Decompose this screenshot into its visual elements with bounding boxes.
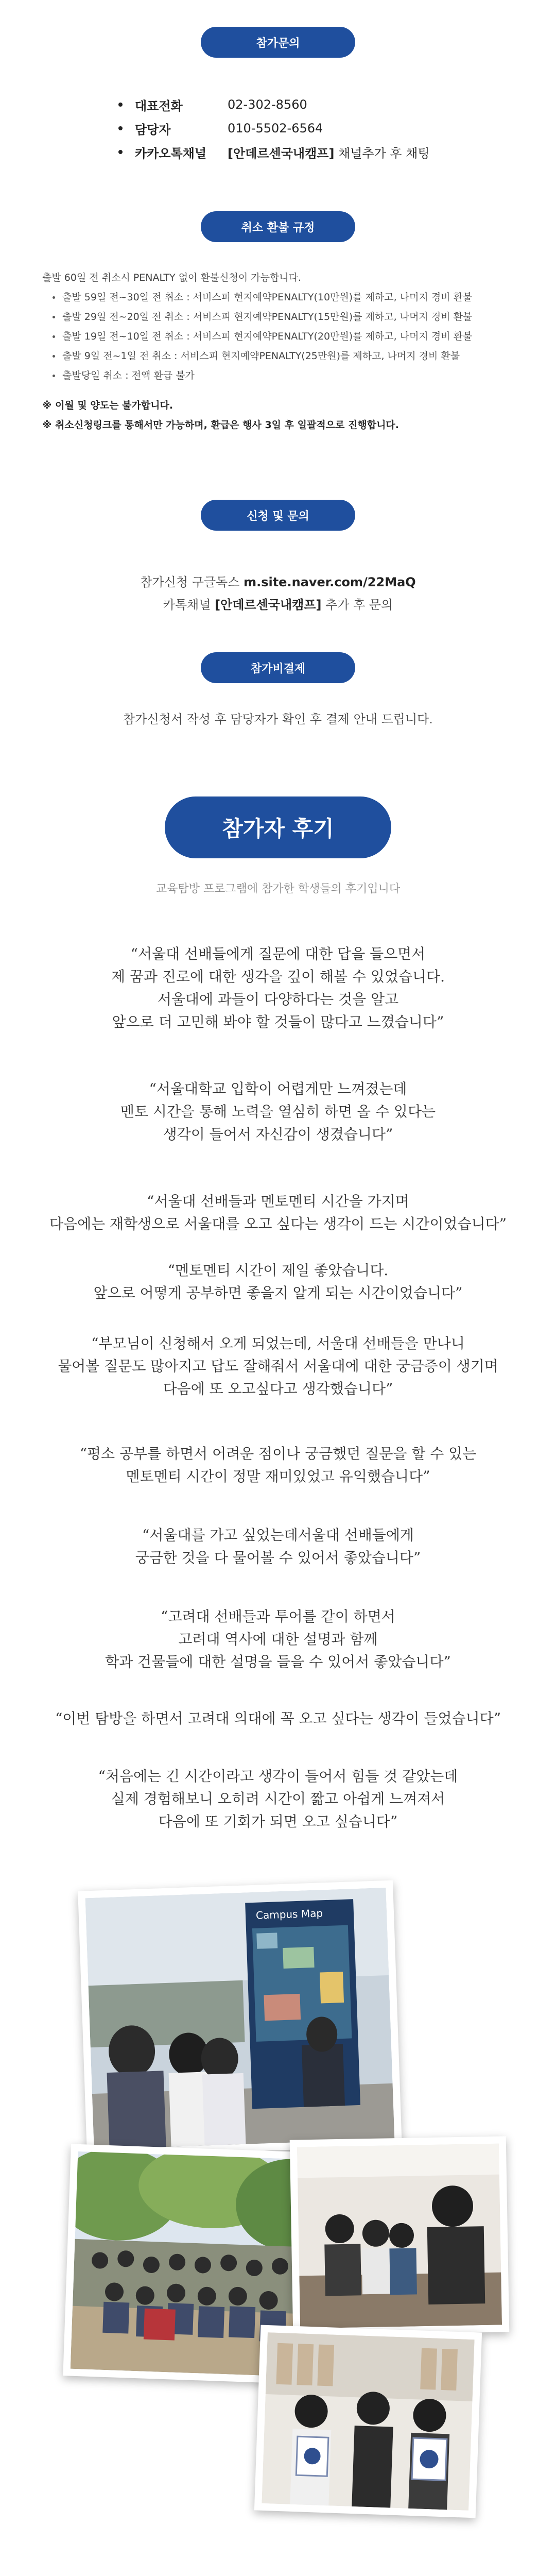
quote-line: “이번 탐방을 하면서 고려대 의대에 꼭 오고 싶다는 생각이 들었습니다” [55, 1710, 501, 1727]
payment-title: 참가비결제 [250, 662, 306, 675]
apply-kakao-instruction: 추가 후 문의 [321, 598, 393, 612]
kakao-channel-name: [안데르센국내캠프] [228, 146, 335, 161]
review-quote-2 [0, 1078, 556, 1146]
quote-line: “서울대를 가고 싶었는데서울대 선배들에게 [142, 1527, 414, 1544]
review-quote-5 [0, 1332, 556, 1400]
certificates-photo-image [262, 2332, 474, 2511]
refund-title: 취소 환불 규정 [241, 221, 315, 234]
quote-line: 다음에는 재학생으로 서울대를 오고 싶다는 생각이 드는 시간이었습니다” [49, 1215, 507, 1232]
review-quote-3 [0, 1190, 556, 1235]
review-quote-9 [0, 1707, 556, 1730]
contact-list [118, 93, 430, 164]
quote-line: 앞으로 더 고민해 봐야 할 것들이 많다고 느꼈습니다” [112, 1013, 444, 1030]
contact-title: 참가문의 [256, 37, 300, 50]
quote-line: “고려대 선배들과 투어를 같이 하면서 [161, 1608, 395, 1625]
contact-kakao-row [118, 140, 430, 164]
quote-line: “처음에는 긴 시간이라고 생각이 들어서 힘들 것 같았는데 [98, 1768, 458, 1785]
quote-line: 물어볼 질문도 많아지고 답도 잘해줘서 서울대에 대한 궁금증이 생기며 [58, 1358, 498, 1375]
review-subtitle: 교육탐방 프로그램에 참가한 학생들의 후기입니다 [155, 883, 401, 895]
refund-rule: 출발 9일 전~1일 전 취소 : 서비스피 현지예약PENALTY(25만원)를 제하고, 나머지 경비 환불 [42, 346, 516, 366]
contact-phone-row [118, 93, 430, 116]
review-quote-10 [0, 1765, 556, 1833]
apply-title: 신청 및 문의 [247, 510, 309, 523]
campus-map-photo-image [85, 1888, 395, 2149]
review-quote-6 [0, 1443, 556, 1488]
contact-manager-value[interactable]: 010-5502-6564 [228, 121, 323, 135]
refund-intro: 출발 60일 전 취소시 PENALTY 없이 환불신청이 가능합니다. [42, 272, 302, 283]
quote-line: “평소 공부를 하면서 어려운 점이나 궁금했던 질문을 할 수 있는 [79, 1445, 477, 1462]
bullet-icon [118, 150, 123, 154]
bullet-icon [118, 103, 123, 107]
refund-title-badge [201, 211, 355, 242]
photo-classroom [290, 2136, 510, 2335]
apply-google-docs-label: 참가신청 구글독스 [140, 575, 244, 589]
apply-title-badge [201, 500, 355, 531]
bullet-icon [118, 126, 123, 130]
quote-line: 학과 건물들에 대한 설명을 들을 수 있어서 좋았습니다” [105, 1653, 451, 1670]
classroom-photo-image [297, 2144, 502, 2329]
apply-google-docs-link[interactable]: m.site.naver.com/22MaQ [244, 575, 416, 589]
quote-line: 생각이 들어서 자신감이 생겼습니다” [163, 1126, 393, 1143]
refund-note: ※ 이월 및 양도는 불가합니다. [42, 400, 173, 411]
contact-kakao-label: 카카오톡채널 [135, 146, 207, 161]
refund-rule: 출발당일 취소 : 전액 환급 불가 [42, 366, 516, 385]
refund-policy [42, 268, 516, 435]
review-quote-1 [0, 943, 556, 1033]
apply-kakao-channel[interactable]: [안데르센국내캠프] [215, 598, 322, 612]
quote-line: “부모님이 신청해서 오게 되었는데, 서울대 선배들을 만나니 [91, 1335, 465, 1352]
quote-line: 다음에 또 기회가 되면 오고 싶습니다” [158, 1813, 398, 1830]
quote-line: 실제 경험해보니 오히려 시간이 짧고 아쉽게 느껴져서 [111, 1790, 445, 1807]
quote-line: “서울대 선배들에게 질문에 대한 답을 들으면서 [130, 945, 426, 962]
contact-manager-label: 담당자 [135, 122, 171, 137]
review-title: 참가자 후기 [222, 816, 334, 841]
quote-line: 서울대에 과들이 다양하다는 것을 알고 [157, 991, 399, 1008]
photo-certificates [254, 2325, 482, 2518]
review-quote-7 [0, 1524, 556, 1569]
payment-text: 참가신청서 작성 후 담당자가 확인 후 결제 안내 드립니다. [123, 712, 433, 726]
quote-line: “서울대 선배들과 멘토멘티 시간을 가지며 [147, 1193, 409, 1210]
quote-line: 고려대 역사에 대한 설명과 함께 [178, 1631, 378, 1648]
kakao-channel-instruction: 채널추가 후 채팅 [334, 146, 430, 161]
campus-map-sign-title: Campus Map [255, 1907, 323, 1922]
quote-line: 멘토멘티 시간이 정말 재미있었고 유익했습니다” [126, 1468, 430, 1485]
contact-title-badge [201, 27, 355, 58]
apply-kakao-line [0, 595, 556, 613]
photo-campus-map [78, 1880, 402, 2157]
contact-phone-label: 대표전화 [135, 98, 183, 113]
refund-rule: 출발 19일 전~10일 전 취소 : 서비스피 현지예약PENALTY(20만원)를 제하고, 나머지 경비 환불 [42, 327, 516, 346]
quote-line: 궁금한 것을 다 물어볼 수 있어서 좋았습니다” [135, 1549, 421, 1566]
payment-title-badge [201, 652, 355, 683]
review-quote-8 [0, 1605, 556, 1673]
review-quote-4 [0, 1259, 556, 1304]
refund-rule: 출발 29일 전~20일 전 취소 : 서비스피 현지예약PENALTY(15만원)를 제하고, 나머지 경비 환불 [42, 307, 516, 327]
quote-line: “서울대학교 입학이 어렵게만 느껴졌는데 [149, 1080, 407, 1097]
contact-phone-value[interactable]: 02-302-8560 [228, 97, 307, 112]
quote-line: 앞으로 어떻게 공부하면 좋을지 알게 되는 시간이었습니다” [93, 1284, 463, 1301]
review-title-badge [165, 796, 391, 858]
refund-rule: 출발 59일 전~30일 전 취소 : 서비스피 현지예약PENALTY(10만원)를 제하고, 나머지 경비 환불 [42, 287, 516, 307]
contact-kakao-value[interactable] [228, 143, 430, 161]
quote-line: “멘토멘티 시간이 제일 좋았습니다. [167, 1262, 389, 1279]
apply-google-docs-line [0, 572, 556, 590]
quote-line: 다음에 또 오고싶다고 생각했습니다” [163, 1380, 393, 1397]
quote-line: 제 꿈과 진로에 대한 생각을 깊이 해볼 수 있었습니다. [111, 968, 445, 985]
refund-note: ※ 취소신청링크를 통해서만 가능하며, 환급은 행사 3일 후 일괄적으로 진행합니다. [42, 419, 399, 431]
apply-kakao-label: 카톡채널 [163, 598, 215, 612]
contact-manager-row [118, 116, 430, 140]
quote-line: 멘토 시간을 통해 노력을 열심히 하면 올 수 있다는 [120, 1103, 436, 1120]
